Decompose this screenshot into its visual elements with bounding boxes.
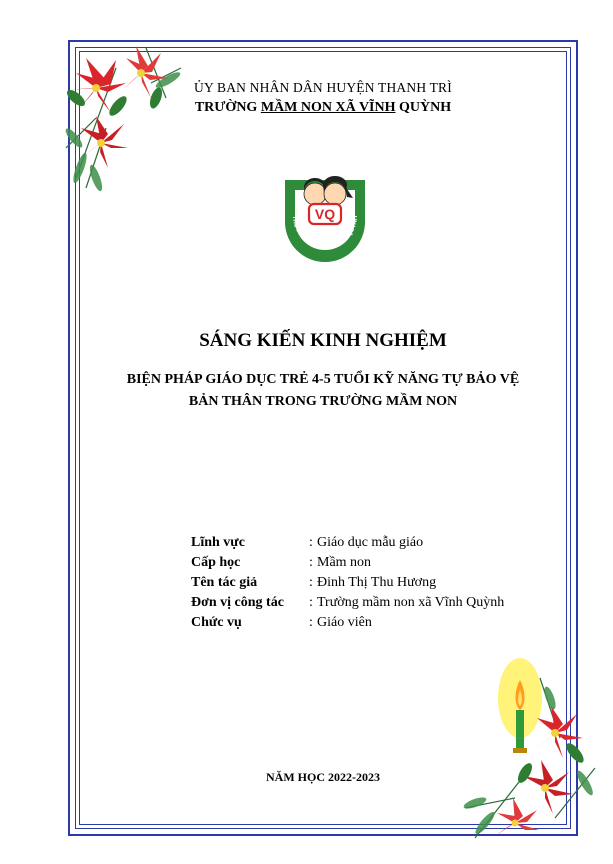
info-separator: : <box>309 595 313 610</box>
info-separator: : <box>309 575 313 590</box>
info-row-level <box>191 555 504 575</box>
committee-name: ỦY BAN NHÂN DÂN HUYỆN THANH TRÌ <box>194 80 452 95</box>
info-value-workplace: Trường mầm non xã Vĩnh Quỳnh <box>317 595 505 610</box>
document-info-table <box>191 535 504 635</box>
subject-line-2: BẢN THÂN TRONG TRƯỜNG MẦM NON <box>188 394 458 409</box>
info-row-author <box>191 575 504 595</box>
school-name <box>80 100 566 116</box>
info-label-workplace: Đơn vị công tác <box>191 595 284 610</box>
info-value-level: Mầm non <box>317 555 372 570</box>
info-value-author: Đinh Thị Thu Hương <box>317 575 437 590</box>
info-label-position: Chức vụ <box>191 615 242 630</box>
info-value-field: Giáo dục mẫu giáo <box>317 535 424 550</box>
info-row-workplace <box>191 595 504 615</box>
info-value-position: Giáo viên <box>317 615 372 630</box>
school-name-suffix: QUỲNH <box>395 100 452 115</box>
info-separator: : <box>309 555 313 570</box>
info-label-field: Lĩnh vực <box>191 535 245 550</box>
logo-initials: VQ <box>314 206 336 222</box>
info-row-position <box>191 615 504 635</box>
document-type-title: SÁNG KIẾN KINH NGHIỆM <box>199 330 447 351</box>
info-separator: : <box>309 615 313 630</box>
subject-line-1: BIỆN PHÁP GIÁO DỤC TRẺ 4-5 TUỔI KỸ NĂNG TỰ BẢO VỆ <box>126 372 520 387</box>
info-label-level: Cấp học <box>191 555 241 570</box>
school-name-prefix: TRƯỜNG <box>194 100 261 115</box>
school-logo <box>277 170 373 268</box>
school-year: NĂM HỌC 2022-2023 <box>266 770 380 784</box>
info-label-author: Tên tác giả <box>191 575 258 590</box>
candle-poinsettia-decoration <box>455 648 605 848</box>
info-separator: : <box>309 535 313 550</box>
school-name-underlined: MẦM NON XÃ VĨNH <box>260 100 396 115</box>
logo-ring-text-path: TRƯỜNG MẦM NON VĨNH QUỲNH <box>290 215 360 251</box>
info-row-field <box>191 535 504 555</box>
